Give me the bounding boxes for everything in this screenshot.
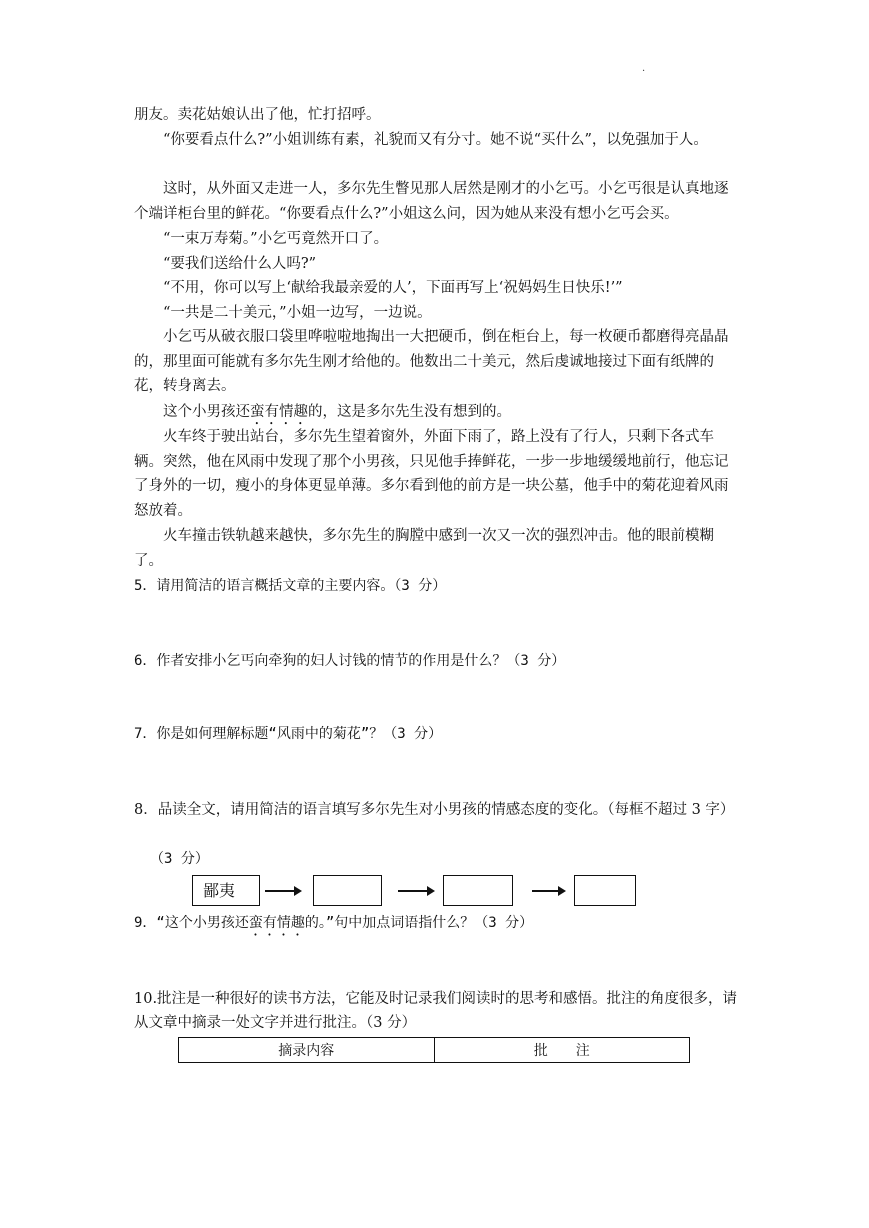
story-paragraph: “一束万寿菊。”小乞丐竟然开口了。 (163, 231, 389, 247)
arrow-right-icon (265, 890, 300, 892)
question-7: 7．你是如何理解标题“风雨中的菊花”？（3 分） (134, 726, 443, 742)
story-paragraph: 火车撞击铁轨越来越快，多尔先生的胸膛中感到一次又一次的强烈冲击。他的眼前模糊了。 (134, 528, 714, 569)
question-text: 9．“这个小男孩还 (134, 915, 249, 931)
story-paragraph: 小乞丐从破衣服口袋里哗啦啦地掏出一大把硬币，倒在柜台上，每一枚硬币都磨得亮晶晶的，那里面可能就有多尔先生刚才给他的。他数出二十美元，然后虔诚地接过下面有纸牌的花，转身离去。 (134, 329, 729, 394)
story-paragraph: “一共是二十美元，”小姐一边写，一边说。 (163, 305, 432, 321)
table-header-row (179, 1038, 690, 1063)
page-mark: · (642, 66, 646, 77)
story-text: 的，这是多尔先生没有想到的。 (308, 404, 511, 420)
story-paragraph: “你要看点什么?”小姐训练有素，礼貌而又有分寸。她不说“买什么”，以免强加于人。 (163, 132, 708, 148)
flow-box-1: 鄙夷 (192, 875, 260, 906)
question-text: 的。”句中加点词语指什么？（3 分） (304, 915, 534, 931)
story-text: 这个小男孩还 (163, 404, 250, 420)
flow-box-3 (443, 875, 513, 906)
table-header-excerpt: 摘录内容 (179, 1038, 435, 1063)
question-10: 10.批注是一种很好的读书方法，它能及时记录我们阅读时的思考和感悟。批注的角度很多，请从文章中摘录一处文字并进行批注。（3 分） (134, 991, 738, 1031)
question-6: 6．作者安排小乞丐向牵狗的妇人讨钱的情节的作用是什么？（3 分） (134, 653, 566, 669)
story-paragraph (134, 400, 740, 428)
story-paragraph: “要我们送给什么人吗?” (163, 256, 317, 272)
flow-box-4 (574, 875, 636, 906)
question-8: 8．品读全文，请用简洁的语言填写多尔先生对小男孩的情感态度的变化。（每框不超过 3 字） (134, 802, 735, 818)
arrow-right-icon (532, 890, 564, 892)
story-paragraph: 这时，从外面又走进一人，多尔先生瞥见那人居然是刚才的小乞丐。小乞丐很是认真地逐个端详柜台里的鲜花。“你要看点什么?”小姐这么问，因为她从来没有想小乞丐会买。 (134, 181, 729, 222)
question-5: 5．请用简洁的语言概括文章的主要内容。（3 分） (134, 578, 447, 594)
dotted-phrase: 蛮有情趣 (248, 915, 305, 931)
dotted-phrase: 蛮有情趣 (250, 404, 308, 420)
story-paragraph: “不用，你可以写上‘献给我最亲爱的人’，下面再写上‘祝妈妈生日快乐!’” (163, 280, 623, 296)
story-paragraph: 朋友。卖花姑娘认出了他，忙打招呼。 (134, 107, 381, 123)
arrow-right-icon (398, 890, 433, 892)
question-8-points: （3 分） (150, 851, 209, 867)
story-paragraph: 火车终于驶出站台，多尔先生望着窗外，外面下雨了，路上没有了行人，只剩下各式车辆。突然，他在风雨中发现了那个小男孩，只见他手捧鲜花，一步一步地缓缓地前行，他忘记了身外的一切，瘦小的身体更显单薄。多尔看到他的前方是一块公墓，他手中的菊花迎着风雨怒放着。 (134, 429, 729, 519)
question-9 (134, 911, 744, 939)
table-header-annotation: 批 注 (434, 1038, 690, 1063)
annotation-table (178, 1037, 690, 1063)
flow-box-2 (313, 875, 382, 906)
